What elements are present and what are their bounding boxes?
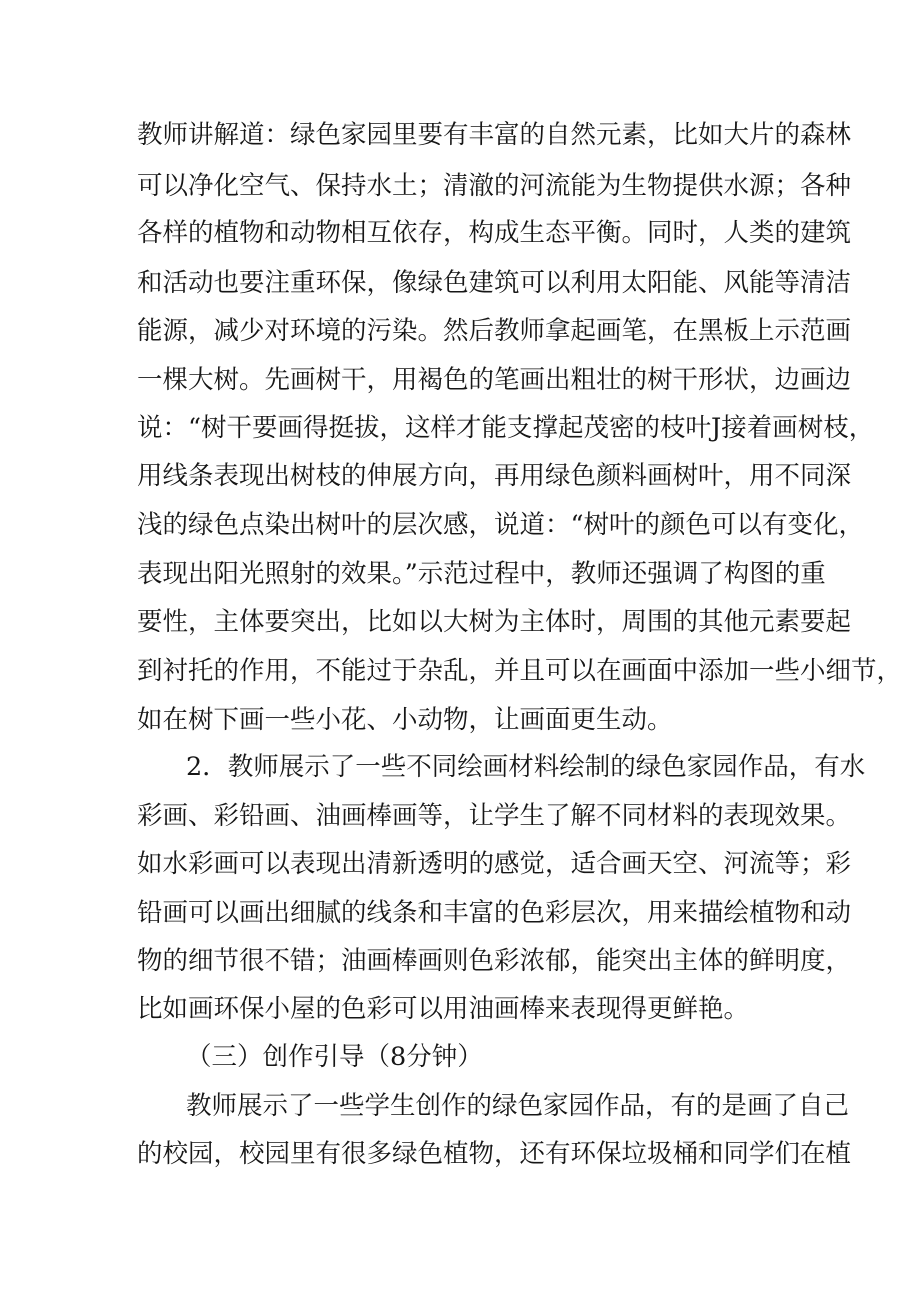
text-line: 教师展示了一些学生创作的绿色家园作品，有的是画了自己 xyxy=(186,1091,850,1121)
text-line: 到衬托的作用，不能过于杂乱，并且可以在画面中添加一些小细节， xyxy=(137,656,903,686)
text-line: 能源，减少对环境的污染。然后教师拿起画笔，在黑板上示范画 xyxy=(137,316,852,346)
text-line: 物的细节很不错；油画棒画则色彩浓郁，能突出主体的鲜明度， xyxy=(137,946,852,976)
text-line: 如水彩画可以表现出清新透明的感觉，适合画天空、河流等；彩 xyxy=(137,849,852,879)
text-line: 一棵大树。先画树干，用褐色的笔画出粗壮的树干形状，边画边 xyxy=(137,365,852,395)
section-heading: （三）创作引导（8分钟） xyxy=(186,1042,483,1072)
text-line: 要性，主体要突出，比如以大树为主体时，周围的其他元素要起 xyxy=(137,607,852,637)
text-line: 铅画可以画出细腻的线条和丰富的色彩层次，用来描绘植物和动 xyxy=(137,898,852,928)
text-line: 2．教师展示了一些不同绘画材料绘制的绿色家园作品，有水 xyxy=(186,752,866,782)
text-line: 各样的植物和动物相互依存，构成生态平衡。同时，人类的建筑 xyxy=(137,218,852,248)
text-line: 教师讲解道：绿色家园里要有丰富的自然元素，比如大片的森林 xyxy=(137,120,852,150)
text-line: 比如画环保小屋的色彩可以用油画棒来表现得更鲜艳。 xyxy=(137,994,750,1024)
text-line: 用线条表现出树枝的伸展方向，再用绿色颜料画树叶，用不同深 xyxy=(137,461,852,491)
text-line: 说：“树干要画得挺拔，这样才能支撑起茂密的枝叶J接着画树枝， xyxy=(137,413,875,443)
text-line: 彩画、彩铅画、油画棒画等，让学生了解不同材料的表现效果。 xyxy=(137,801,852,831)
text-line: 和活动也要注重环保，像绿色建筑可以利用太阳能、风能等清洁 xyxy=(137,268,852,298)
text-line: 如在树下画一些小花、小动物，让画面更生动。 xyxy=(137,705,673,735)
text-line: 表现出阳光照射的效果。”示范过程中，教师还强调了构图的重 xyxy=(137,559,826,589)
text-line: 浅的绿色点染出树叶的层次感，说道：“树叶的颜色可以有变化， xyxy=(137,510,865,540)
text-line: 的校园，校园里有很多绿色植物，还有环保垃圾桶和同学们在植 xyxy=(137,1139,852,1169)
text-line: 可以净化空气、保持水土；清澈的河流能为生物提供水源；各种 xyxy=(137,171,852,201)
